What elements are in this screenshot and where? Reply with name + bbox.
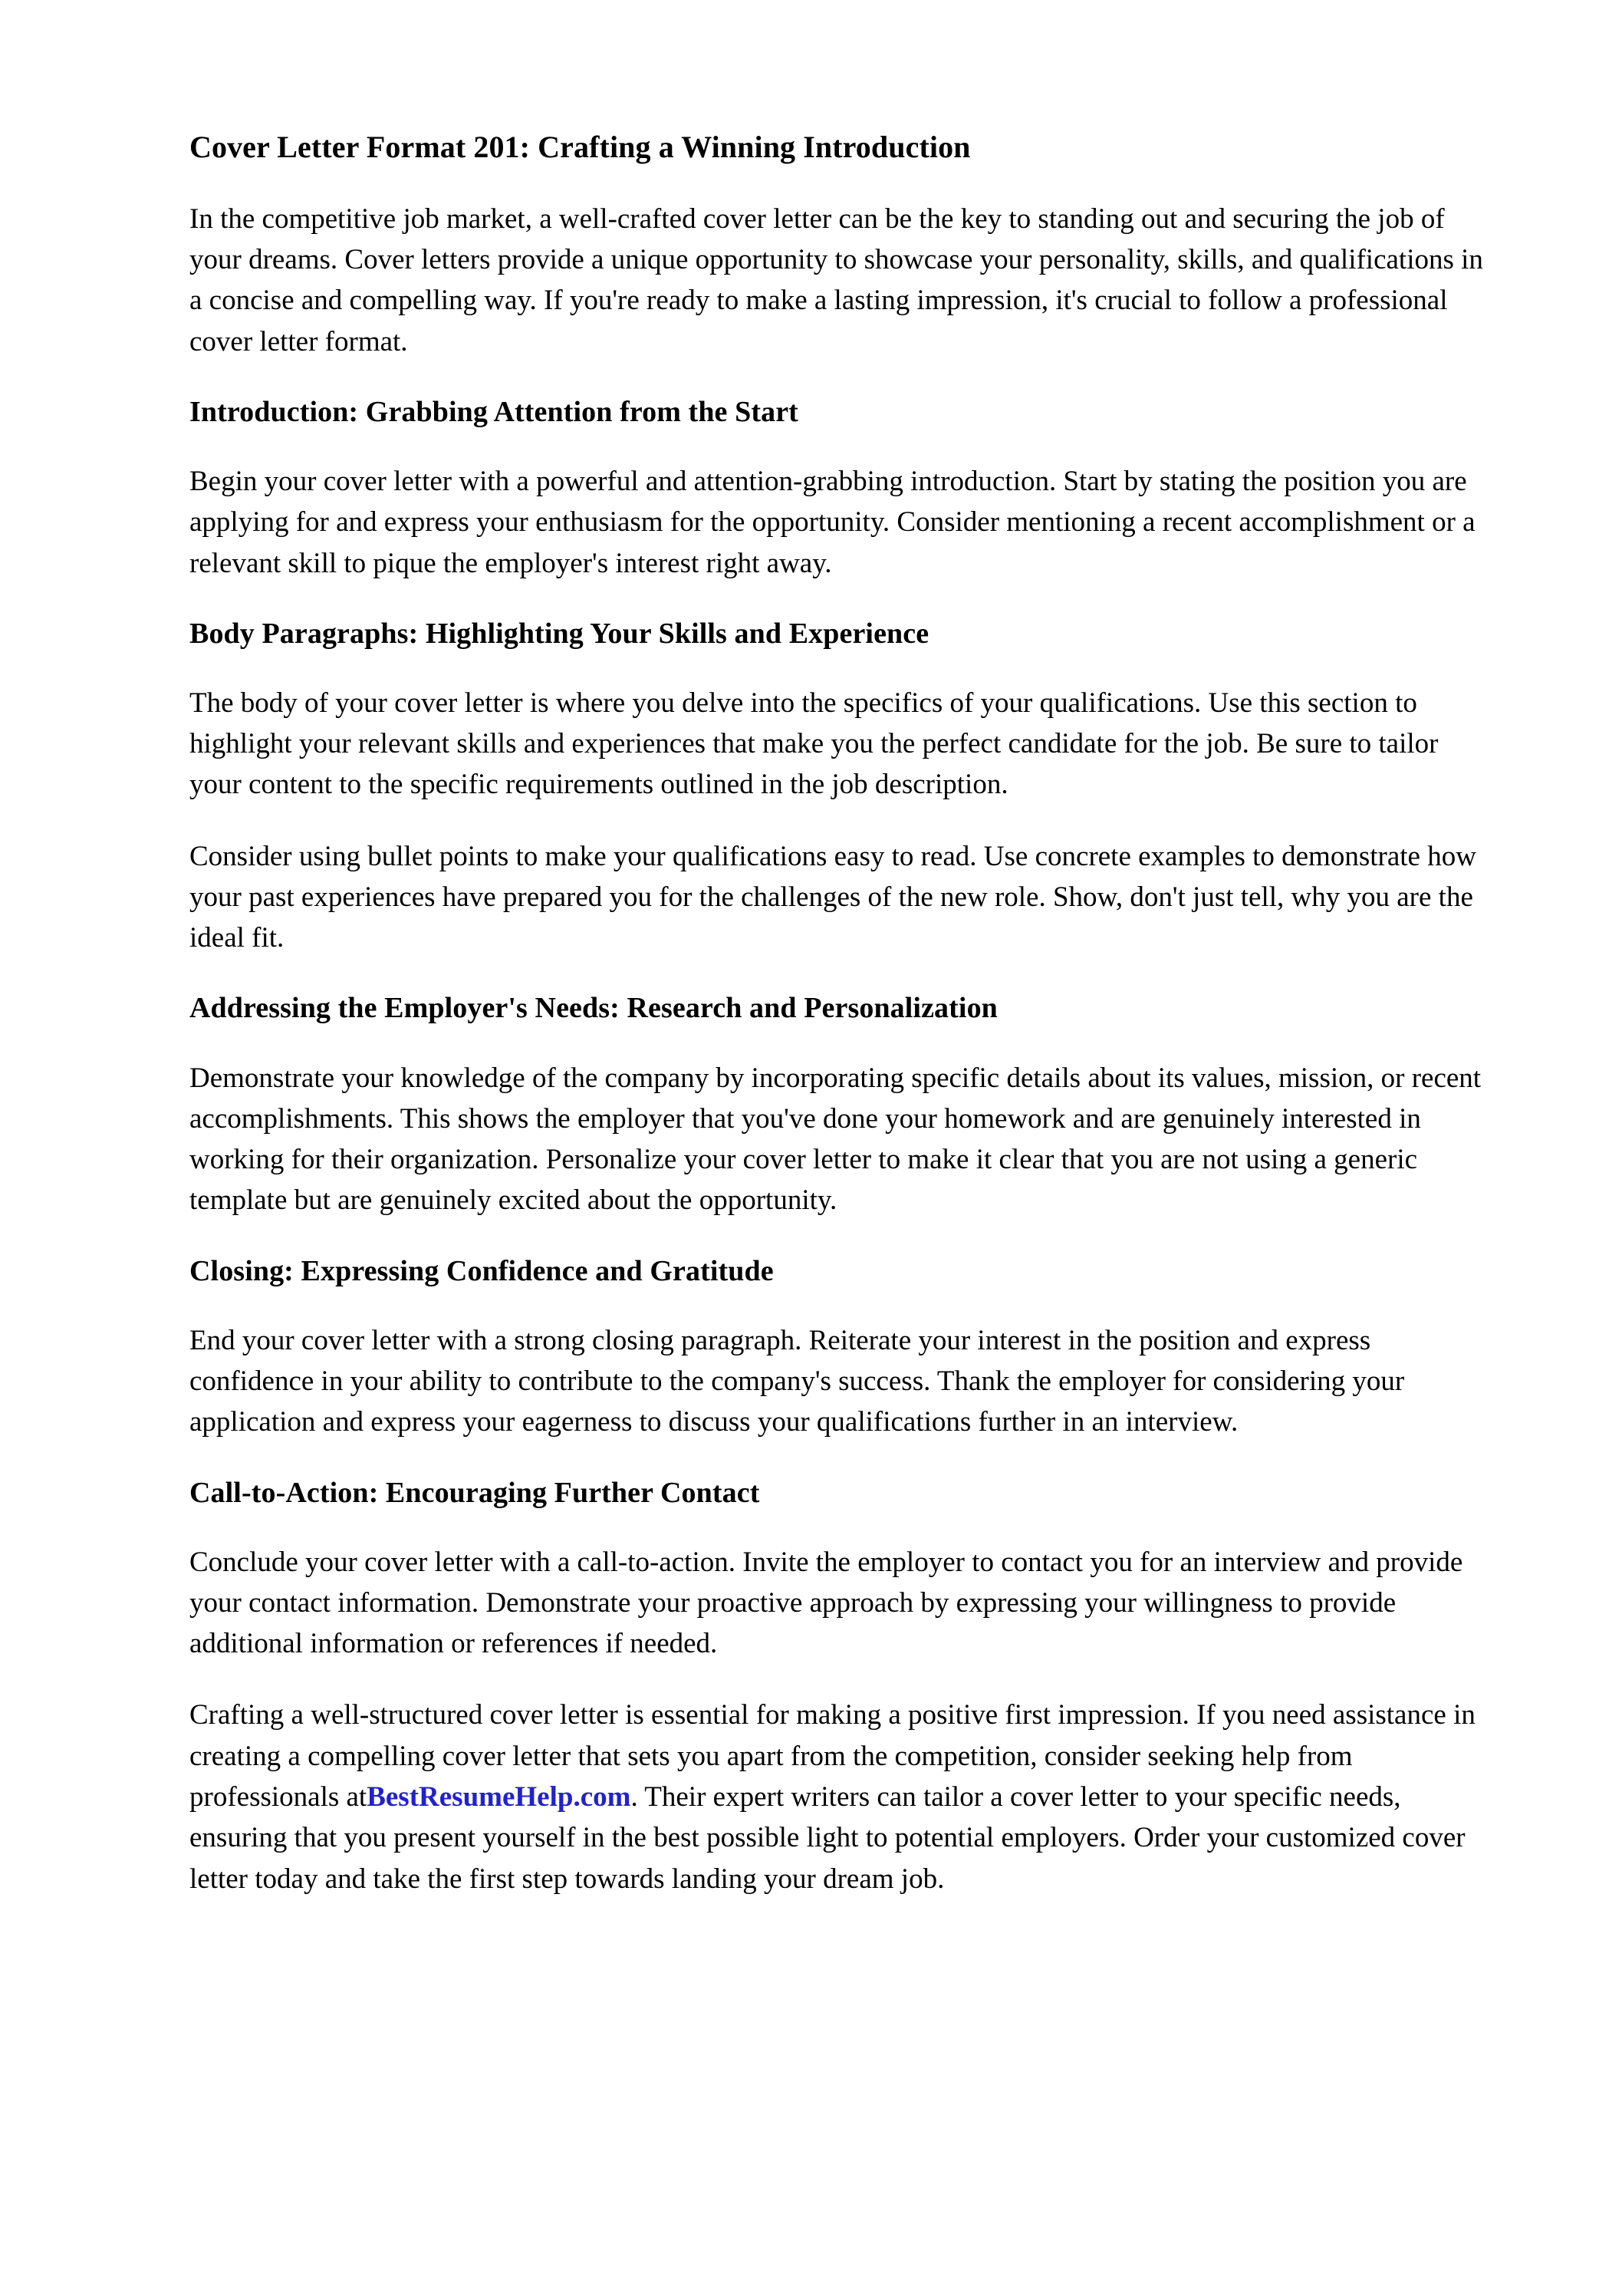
paragraph-introduction: Begin your cover letter with a powerful and attention-grabbing introduction. Start by stating the position you are applying for and express your enthusiasm for the opportunity. Consider mentioning a recent accomplishment or a relevant skill to pique the employer's interest right away.	[189, 465, 1476, 579]
heading-body-paragraphs: Body Paragraphs: Highlighting Your Skills and Experience	[189, 617, 929, 650]
final-paragraph-text-after-link: . Their expert writers can tailor a cover letter to your specific needs, ensuring that you present yourself in the best possible light to potential employers. Order your customized cover letter today and take the first step towards landing your dream job.	[189, 1780, 1466, 1895]
bestresumehelp-link[interactable]: BestResumeHelp.com	[367, 1780, 631, 1813]
paragraph-addressing-needs: Demonstrate your knowledge of the company by incorporating specific details about its values, mission, or recent accomplishments. This shows the employer that you've done your homework and are genuinely interested in working for their organization. Personalize your cover letter to make it clear that you are not using a generic template but are genuinely excited about the opportunity.	[189, 1062, 1482, 1217]
paragraph-call-to-action: Conclude your cover letter with a call-to-action. Invite the employer to contact you for an interview and provide your contact information. Demonstrate your proactive approach by expressing your willingness to provide additional information or references if needed.	[189, 1546, 1463, 1660]
page-title: Cover Letter Format 201: Crafting a Winning Introduction	[189, 130, 971, 164]
paragraph-body-2: Consider using bullet points to make your qualifications easy to read. Use concrete examples to demonstrate how your past experiences have prepared you for the challenges of the new role. Show, don't just tell, why you are the ideal fit.	[189, 840, 1476, 954]
paragraph-body-1: The body of your cover letter is where you delve into the specifics of your qualifications. Use this section to highlight your relevant skills and experiences that make you the perfect candidate for the job. Be sure to tailor your content to the specific requirements outlined in the job description.	[189, 687, 1439, 801]
final-paragraph-text-before-link: Crafting a well-structured cover letter is essential for making a positive first impression. If you need assistance in creating a compelling cover letter that sets you apart from the competition, consider seeking help from professionals at	[189, 1699, 1476, 1813]
heading-addressing-needs: Addressing the Employer's Needs: Research and Personalization	[189, 992, 998, 1025]
intro-paragraph: In the competitive job market, a well-crafted cover letter can be the key to standing out and securing the job of your dreams. Cover letters provide a unique opportunity to showcase your personality, skills, and qualifications in a concise and compelling way. If you're ready to make a lasting impression, it's crucial to follow a professional cover letter format.	[189, 203, 1483, 357]
heading-introduction: Introduction: Grabbing Attention from the Start	[189, 395, 798, 428]
heading-call-to-action: Call-to-Action: Encouraging Further Contact	[189, 1476, 760, 1509]
final-paragraph	[189, 1695, 1493, 1899]
heading-closing: Closing: Expressing Confidence and Gratitude	[189, 1254, 774, 1287]
document-content	[189, 129, 1493, 1899]
paragraph-closing: End your cover letter with a strong closing paragraph. Reiterate your interest in the position and express confidence in your ability to contribute to the company's success. Thank the employer for considering your application and express your eagerness to discuss your qualifications further in an interview.	[189, 1324, 1405, 1438]
